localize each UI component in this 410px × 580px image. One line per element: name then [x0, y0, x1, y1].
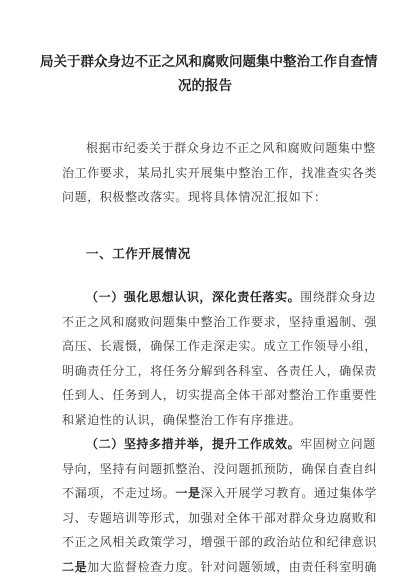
subsection-1-heading: 强化思想认识，深化责任落实。 — [123, 290, 301, 304]
subsection-2 — [62, 432, 378, 580]
subsection-2-number: （二） — [86, 437, 124, 451]
title-line-2: 况的报告 — [178, 78, 232, 94]
subsection-2-heading: 坚持多措并举，提升工作成效。 — [123, 437, 301, 451]
subsection-1-line: 任到人、任务到人，切实提高全体干部对整治工作重要性 — [62, 388, 378, 403]
subsection-2-line — [62, 481, 378, 506]
point-two-marker: 二是 — [62, 559, 88, 574]
subsection-2-line: 导向，坚持有问题抓整治、没问题抓预防，确保自查自纠 — [62, 461, 378, 476]
intro-paragraph — [62, 136, 378, 210]
subsection-1-number: （一） — [86, 290, 124, 304]
title-line-1: 局关于群众身边不正之风和腐败问题集中整治工作自查情 — [40, 54, 378, 70]
subsection-1-line: 高压、长震慑，确保工作走深走实。成立工作领导小组， — [62, 339, 378, 354]
subsection-1-lead — [62, 285, 376, 310]
subsection-2-line3-post: 深入开展学习教育。通过集体学 — [200, 486, 378, 501]
section-heading-1: 一、工作开展情况 — [86, 246, 191, 261]
intro-line-3: 问题，积极整改落实。现将具体情况汇报如下： — [62, 190, 327, 205]
subsection-2-line — [62, 555, 378, 580]
subsection-2-line3-pre: 不漏项，不走过场。 — [62, 486, 176, 501]
subsection-2-lead — [62, 432, 376, 457]
intro-line-1: 根据市纪委关于群众身边不正之风和腐败问题集中整 — [86, 141, 376, 155]
point-one-marker: 一是 — [175, 486, 201, 501]
subsection-1-lead-text: 围绕群众身边 — [300, 290, 376, 304]
subsection-2-line: 习、专题培训等形式，加强对全体干部对群众身边腐败和 — [62, 510, 378, 525]
subsection-2-line: 不正之风相关政策学习，增强干部的政治站位和纪律意识 — [62, 535, 378, 550]
subsection-1 — [62, 285, 378, 433]
subsection-1-line: 不正之风和腐败问题集中整治工作要求，坚持重遏制、强 — [62, 314, 378, 329]
subsection-1-line: 明确责任分工，将任务分解到各科室、各责任人，确保责 — [62, 363, 378, 378]
intro-line-2: 治工作要求，某局扎实开展集中整治工作，找准查实各类 — [62, 165, 378, 180]
subsection-2-lead-text: 牢固树立问题 — [300, 437, 376, 451]
subsection-1-line: 和紧迫性的认识，确保整治工作有序推进。 — [62, 412, 302, 427]
document-title — [40, 50, 378, 98]
subsection-2-line6-post: 加大监督检查力度。针对问题领域，由责任科室明确 — [87, 559, 378, 574]
